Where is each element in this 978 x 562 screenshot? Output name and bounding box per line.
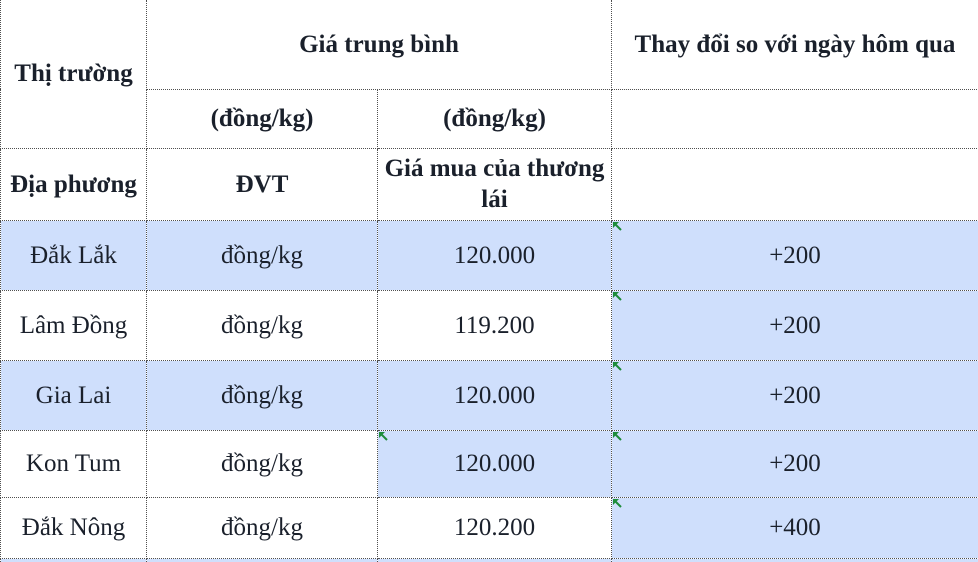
- table-row: [1, 220, 978, 290]
- header-unit-abbrev: ĐVT: [147, 148, 378, 220]
- table-row: [1, 430, 978, 497]
- cell-unit: đồng/kg: [147, 290, 378, 360]
- header-locality: Địa phương: [1, 148, 147, 220]
- table-row: [1, 360, 978, 430]
- green-corner-marker-icon: [613, 362, 622, 371]
- cell-change: [612, 497, 978, 558]
- table-row: [1, 497, 978, 558]
- cell-price-value: 120.000: [453, 450, 536, 477]
- green-corner-marker-icon: [613, 432, 622, 441]
- header-unit-right: (đồng/kg): [378, 89, 612, 148]
- cell-change-value: +200: [769, 241, 821, 269]
- sliver-cell: [1, 558, 147, 562]
- cell-price: 120.000: [378, 360, 612, 430]
- cell-region: Đắk Lắk: [1, 220, 147, 290]
- header-unit-left: (đồng/kg): [147, 89, 378, 148]
- cell-change-value: +400: [769, 514, 821, 541]
- cell-region: Lâm Đồng: [1, 290, 147, 360]
- green-corner-marker-icon: [379, 432, 388, 441]
- header-change-empty-1: [612, 89, 978, 148]
- cell-price: [378, 430, 612, 497]
- cell-region: Gia Lai: [1, 360, 147, 430]
- green-corner-marker-icon: [613, 292, 622, 301]
- green-corner-marker-icon: [613, 222, 622, 231]
- cell-unit: đồng/kg: [147, 220, 378, 290]
- cell-unit: đồng/kg: [147, 430, 378, 497]
- sliver-cell: [147, 558, 378, 562]
- header-row-3: [1, 148, 978, 220]
- cell-unit: đồng/kg: [147, 360, 378, 430]
- header-market: Thị trường: [1, 0, 147, 148]
- cell-price: 120.000: [378, 220, 612, 290]
- header-row-1: [1, 0, 978, 89]
- table-row: [1, 290, 978, 360]
- header-change-empty-2: [612, 148, 978, 220]
- cell-change: [612, 360, 978, 430]
- cutoff-row-sliver: [1, 558, 978, 562]
- header-change: Thay đổi so với ngày hôm qua: [612, 0, 978, 89]
- cell-change-value: +200: [769, 311, 821, 339]
- sliver-cell: [612, 558, 978, 562]
- cell-price: 120.200: [378, 497, 612, 558]
- cell-price: 119.200: [378, 290, 612, 360]
- cell-unit: đồng/kg: [147, 497, 378, 558]
- header-avg-price: Giá trung bình: [147, 0, 612, 89]
- green-corner-marker-icon: [613, 499, 622, 508]
- cell-region: Kon Tum: [1, 430, 147, 497]
- cell-change-value: +200: [769, 381, 821, 409]
- cell-change: [612, 430, 978, 497]
- sliver-cell: [378, 558, 612, 562]
- cell-region: Đắk Nông: [1, 497, 147, 558]
- header-buy-price: Giá mua của thương lái: [378, 148, 612, 220]
- cell-change: [612, 290, 978, 360]
- cell-change: [612, 220, 978, 290]
- header-row-2: [1, 89, 978, 148]
- cell-change-value: +200: [769, 450, 821, 477]
